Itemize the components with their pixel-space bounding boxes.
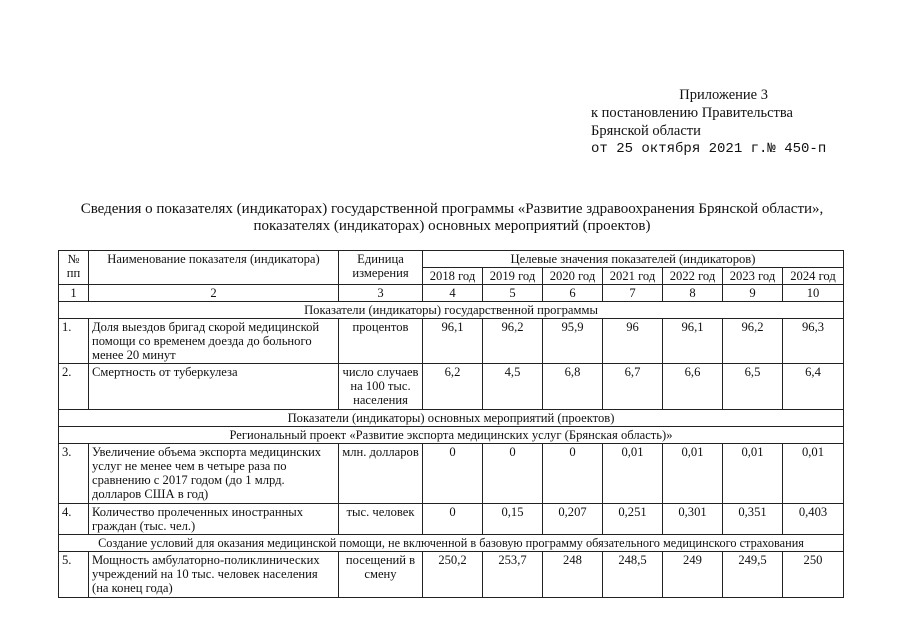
row-value: 0,01: [663, 444, 723, 504]
row-value: 0,251: [603, 504, 663, 535]
appendix-number: Приложение 3: [679, 87, 768, 103]
section-state-program: Показатели (индикаторы) государственной программы: [59, 302, 844, 319]
row-value: 96: [603, 319, 663, 364]
header-year: 2019 год: [483, 268, 543, 285]
header-year: 2021 год: [603, 268, 663, 285]
header-year: 2020 год: [543, 268, 603, 285]
row-value: 6,2: [423, 364, 483, 410]
document-title: [40, 201, 864, 235]
row-value: 0,301: [663, 504, 723, 535]
column-number: 7: [603, 285, 663, 302]
row-num: 1.: [59, 319, 89, 364]
column-number: 6: [543, 285, 603, 302]
column-number: 9: [723, 285, 783, 302]
row-num: 5.: [59, 552, 89, 598]
indicators-table: [58, 250, 844, 598]
row-value: 96,3: [783, 319, 844, 364]
row-value: 249: [663, 552, 723, 598]
table-row: [59, 444, 844, 504]
row-value: 0: [543, 444, 603, 504]
row-value: 0,15: [483, 504, 543, 535]
row-value: 4,5: [483, 364, 543, 410]
row-value: 6,7: [603, 364, 663, 410]
section-row: [59, 535, 844, 552]
row-value: 0,207: [543, 504, 603, 535]
column-number: 10: [783, 285, 844, 302]
row-unit: млн. долларов: [339, 444, 423, 504]
row-value: 96,1: [663, 319, 723, 364]
column-numbers-row: [59, 285, 844, 302]
section-row: [59, 410, 844, 427]
row-value: 249,5: [723, 552, 783, 598]
document-title-line-1: Сведения о показателях (индикаторах) государственной программы «Развитие здравоохранения Брянской области»,: [80, 201, 824, 217]
row-value: 248: [543, 552, 603, 598]
table-row: [59, 504, 844, 535]
row-value: 250: [783, 552, 844, 598]
document-title-line-2: показателях (индикаторах) основных мероприятий (проектов): [253, 218, 651, 234]
row-value: 96,2: [483, 319, 543, 364]
header-year: 2023 год: [723, 268, 783, 285]
row-value: 6,8: [543, 364, 603, 410]
row-value: 0: [423, 444, 483, 504]
section-oms-conditions: Создание условий для оказания медицинской помощи, не включенной в базовую программу обязательного медицинского страхования: [59, 535, 844, 552]
row-name: Мощность амбулаторно-поликлинических учреждений на 10 тыс. человек населения (на конец года): [89, 552, 339, 598]
row-unit: посещений в смену: [339, 552, 423, 598]
section-row: [59, 427, 844, 444]
column-number: 3: [339, 285, 423, 302]
row-num: 3.: [59, 444, 89, 504]
row-value: 6,6: [663, 364, 723, 410]
row-num: 2.: [59, 364, 89, 410]
row-value: 250,2: [423, 552, 483, 598]
row-value: 96,2: [723, 319, 783, 364]
table-row: [59, 552, 844, 598]
row-name: Увеличение объема экспорта медицинских услуг не менее чем в четыре раза по сравнению с 2017 годом (до 1 млрд. долларов США в год): [89, 444, 339, 504]
table-row: [59, 319, 844, 364]
header-name: Наименование показателя (индикатора): [89, 251, 339, 285]
column-number: 8: [663, 285, 723, 302]
row-value: 248,5: [603, 552, 663, 598]
row-num: 4.: [59, 504, 89, 535]
section-row: [59, 302, 844, 319]
header-row: [59, 251, 844, 268]
row-value: 96,1: [423, 319, 483, 364]
column-number: 1: [59, 285, 89, 302]
row-name: Доля выездов бригад скорой медицинской помощи со временем доезда до больного менее 20 минут: [89, 319, 339, 364]
header-year: 2018 год: [423, 268, 483, 285]
section-regional-project: Региональный проект «Развитие экспорта медицинских услуг (Брянская область)»: [59, 427, 844, 444]
header-targets: Целевые значения показателей (индикаторов): [423, 251, 844, 268]
column-number: 2: [89, 285, 339, 302]
section-main-activities: Показатели (индикаторы) основных мероприятий (проектов): [59, 410, 844, 427]
header-unit: Единица измерения: [339, 251, 423, 285]
column-number: 5: [483, 285, 543, 302]
table-row: [59, 364, 844, 410]
row-value: 0,01: [723, 444, 783, 504]
row-value: 0,351: [723, 504, 783, 535]
appendix-region: Брянской области: [591, 123, 701, 139]
row-value: 0,01: [783, 444, 844, 504]
appendix-decree: к постановлению Правительства: [591, 105, 793, 121]
header-year: 2022 год: [663, 268, 723, 285]
row-unit: число случаев на 100 тыс. населения: [339, 364, 423, 410]
row-value: 95,9: [543, 319, 603, 364]
row-value: 0,403: [783, 504, 844, 535]
row-value: 6,4: [783, 364, 844, 410]
appendix-date: от 25 октября 2021 г.№ 450-п: [591, 141, 827, 157]
row-value: 253,7: [483, 552, 543, 598]
row-value: 6,5: [723, 364, 783, 410]
appendix-block: [591, 86, 826, 158]
row-unit: процентов: [339, 319, 423, 364]
row-name: Количество пролеченных иностранных граждан (тыс. чел.): [89, 504, 339, 535]
row-value: 0,01: [603, 444, 663, 504]
row-value: 0: [483, 444, 543, 504]
row-unit: тыс. человек: [339, 504, 423, 535]
header-num: № пп: [59, 251, 89, 285]
header-year: 2024 год: [783, 268, 844, 285]
column-number: 4: [423, 285, 483, 302]
row-value: 0: [423, 504, 483, 535]
row-name: Смертность от туберкулеза: [89, 364, 339, 410]
